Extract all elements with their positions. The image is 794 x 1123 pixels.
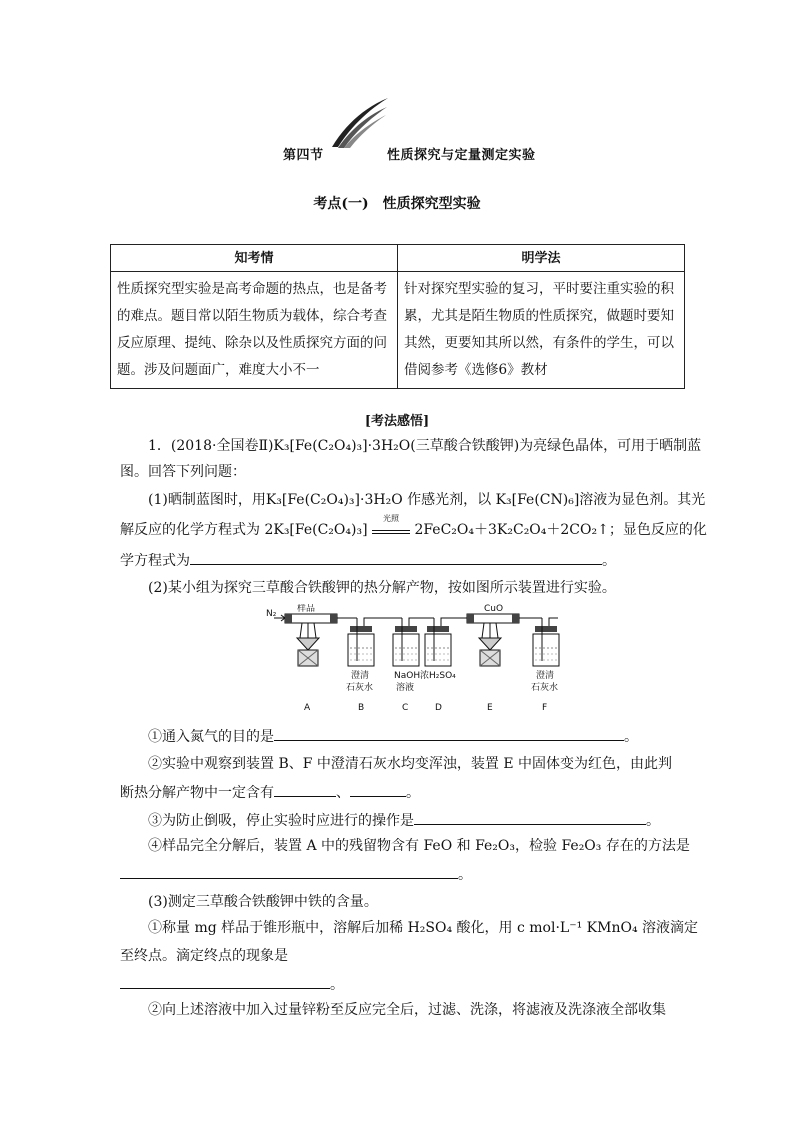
q1-p3-a-line3: 。: [120, 974, 680, 995]
arrow-label: 光照: [383, 514, 399, 523]
apparatus-diagram: [262, 604, 572, 716]
section-label: [考法感悟]: [364, 414, 430, 429]
q-b-line1: ②实验中观察到装置 B、F 中澄清石灰水均变浑浊，装置 E 中固体变为红色，由此判: [148, 756, 673, 772]
b-label-1: 澄清: [351, 671, 370, 681]
q1-p3: (3)测定三草酸合铁酸钾中铁的含量。: [148, 894, 378, 910]
q1-p1-line2: [120, 514, 707, 540]
col2-text: 针对探究型实验的复习，平时要注重实验的积累，尤其是陌生物质的性质探究，做题时要知其然，更要知其所以然，有条件的学生，可以借阅参考《选修6》教材: [398, 272, 685, 389]
b-label-2: 石灰水: [346, 683, 374, 693]
answer-blank[interactable]: [120, 864, 458, 879]
letter-c: C: [402, 703, 409, 713]
light-arrow: [372, 514, 410, 534]
col2-header: 明学法: [398, 245, 685, 272]
q1-line1: 1．(2018·全国卷Ⅱ)K₃[Fe(C₂O₄)₃]·3H₂O(三草酸合铁酸钾)为亮绿色晶体，可用于晒制蓝: [148, 438, 702, 454]
q-d-line2: 。: [120, 864, 680, 885]
answer-blank[interactable]: [350, 782, 406, 797]
answer-blank[interactable]: [274, 726, 624, 741]
q-a: ①通入氮气的目的是 。: [148, 726, 680, 747]
q-b-line2: 断热分解产物中一定含有 、 。: [120, 782, 680, 803]
f-label-1: 澄清: [536, 671, 555, 681]
letter-a: A: [304, 703, 311, 713]
answer-blank[interactable]: [190, 550, 602, 565]
letter-e: E: [487, 703, 493, 713]
c-label-2: 溶液: [396, 683, 415, 693]
n2-label: N₂: [266, 609, 277, 619]
equation-left: 解反应的化学方程式为 2K₃[Fe(C₂O₄)₃]: [120, 522, 368, 538]
cuo-label: CuO: [484, 604, 504, 614]
q-d-line1: ④样品完全分解后，装置 A 中的残留物含有 FeO 和 Fe₂O₃，检验 Fe₂O₃ 存在的方法是: [148, 838, 690, 854]
c-label-1: NaOH: [394, 671, 421, 681]
q1-p3-b-line1: ②向上述溶液中加入过量锌粉至反应完全后，过滤、洗涤，将滤液及洗涤液全部收集: [148, 1002, 666, 1018]
section-number: 第四节: [283, 148, 324, 163]
q-c: ③为防止倒吸，停止实验时应进行的操作是 。: [148, 810, 680, 831]
section-title: 性质探究与定量测定实验: [387, 148, 536, 163]
answer-blank[interactable]: [274, 782, 336, 797]
sample-label: 样品: [297, 604, 316, 614]
answer-blank[interactable]: [414, 810, 646, 825]
q1-p1-line3: 学方程式为 。: [120, 550, 680, 571]
d-label: 浓H₂SO₄: [420, 671, 456, 681]
topic-title: 考点(一) 性质探究型实验: [313, 196, 481, 212]
q1-p2-line1: (2)某小组为探究三草酸合铁酸钾的热分解产物，按如图所示装置进行实验。: [148, 580, 616, 596]
swoosh-logo-icon: [330, 95, 390, 150]
q1-p1-line1: (1)晒制蓝图时，用K₃[Fe(C₂O₄)₃]·3H₂O 作感光剂，以 K₃[Fe(CN)₆]溶液为显色剂。其光: [148, 492, 706, 508]
letter-b: B: [358, 703, 365, 713]
q1-p3-a-line1: ①称量 mg 样品于锥形瓶中，溶解后加稀 H₂SO₄ 酸化，用 c mol·L⁻¹ KMnO₄ 溶液滴定: [148, 920, 699, 936]
letter-f: F: [542, 703, 548, 713]
q1-line2: 图。回答下列问题：: [120, 464, 246, 480]
col1-text: 性质探究型实验是高考命题的热点，也是备考的难点。题目常以陌生物质为载体，综合考查反应原理、提纯、除杂以及性质探究方面的问题。涉及问题面广，难度大小不一: [111, 272, 398, 389]
f-label-2: 石灰水: [531, 683, 559, 693]
q1-p3-a-line2: 至终点。滴定终点的现象是: [120, 948, 288, 964]
equation-right: 2FeC₂O₄＋3K₂C₂O₄＋2CO₂↑；显色反应的化: [414, 522, 707, 538]
info-table: [110, 244, 685, 389]
letter-d: D: [435, 703, 442, 713]
answer-blank[interactable]: [120, 974, 330, 989]
col1-header: 知考情: [111, 245, 398, 272]
